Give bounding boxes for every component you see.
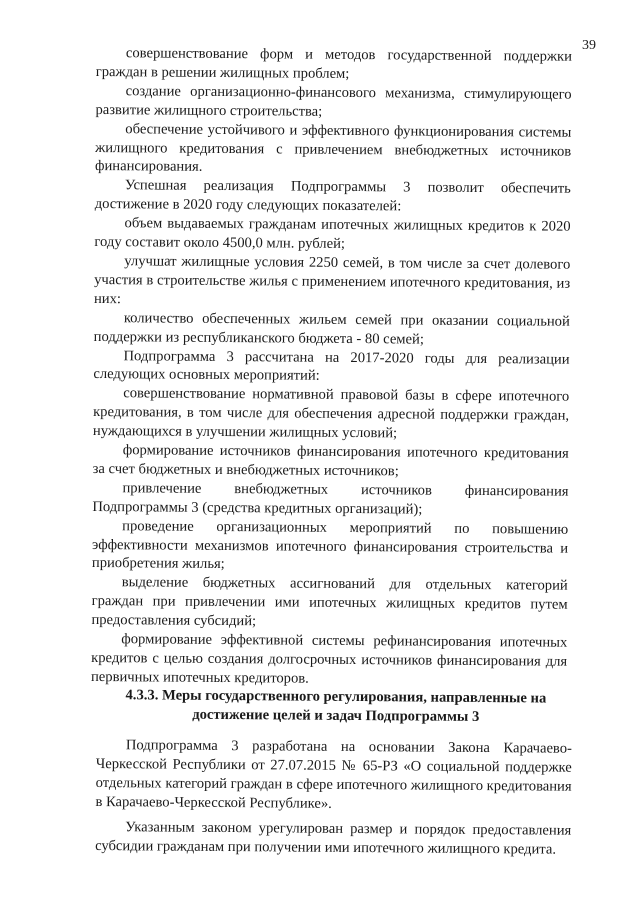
- body-text: [91, 44, 572, 691]
- section-body: [95, 736, 572, 859]
- paragraph: улучшат жилищные условия 2250 семей, в том числе за счет долевого участия в строительстве жилья с применением ипотечного кредитования, из них:: [93, 253, 571, 307]
- paragraph: формирование эффективной системы рефинансирования ипотечных кредитов с целью создания долгосрочных источников финансирования для первичных ипотечных кредиторов.: [90, 631, 568, 687]
- paragraph: совершенствование нормативной правовой базы в сфере ипотечного кредитования, в том числе для обеспечения адресной поддержки граждан, нуждающихся в улучшении жилищных условий;: [92, 385, 570, 442]
- paragraph: Успешная реализация Подпрограммы 3 позволит обеспечить достижение в 2020 году следующих показателей:: [94, 177, 571, 215]
- paragraph: количество обеспеченных жильем семей при оказании социальной поддержки из республиканского бюджета - 80 семей;: [93, 309, 570, 348]
- paragraph: Подпрограмма 3 рассчитана на 2017-2020 годы для реализации следующих основных мероприятий:: [93, 347, 570, 385]
- paragraph: привлечение внебюджетных источников финансирования Подпрограммы 3 (средства кредитных организаций);: [92, 480, 569, 518]
- paragraph: Указанным законом урегулирован размер и порядок предоставления субсидии гражданам при получении ими ипотечного жилищного кредита.: [95, 818, 572, 858]
- paragraph: проведение организационных мероприятий по повышению эффективности механизмов ипотечного финансирования строительства и приобретения жилья;: [91, 517, 569, 573]
- paragraph: объем выдаваемых гражданам ипотечных жилищных кредитов к 2020 году составит около 4500,0 млн. рублей;: [94, 215, 571, 253]
- section-heading: 4.3.3. Меры государственного регулирования, направленные на достижение целей и задач Подпрограммы 3: [125, 687, 547, 725]
- paragraph: формирование источников финансирования ипотечного кредитования за счет бюджетных и внебюджетных источников;: [92, 442, 569, 480]
- paragraph: создание организационно-финансового механизма, стимулирующего развитие жилищного строительства;: [95, 83, 572, 120]
- paragraph: совершенствование форм и методов государственной поддержки граждан в решении жилищных проблем;: [95, 45, 572, 82]
- paragraph: Подпрограмма 3 разработана на основании Закона Карачаево-Черкесской Республики от 27.07.2015 № 65-РЗ «О социальной поддержке отдельных категорий граждан в сфере ипотечного жилищного кредитования в Карачаево-Черкесской Республике».: [95, 737, 572, 812]
- paragraph: выделение бюджетных ассигнований для отдельных категорий граждан при привлечении ими ипотечных жилищных кредитов путем предоставления субсидий;: [91, 574, 568, 630]
- page-number: 39: [582, 38, 596, 53]
- paragraph: обеспечение устойчивого и эффективного функционирования системы жилищного кредитования с привлечением внебюджетных источников финансирования.: [94, 120, 572, 176]
